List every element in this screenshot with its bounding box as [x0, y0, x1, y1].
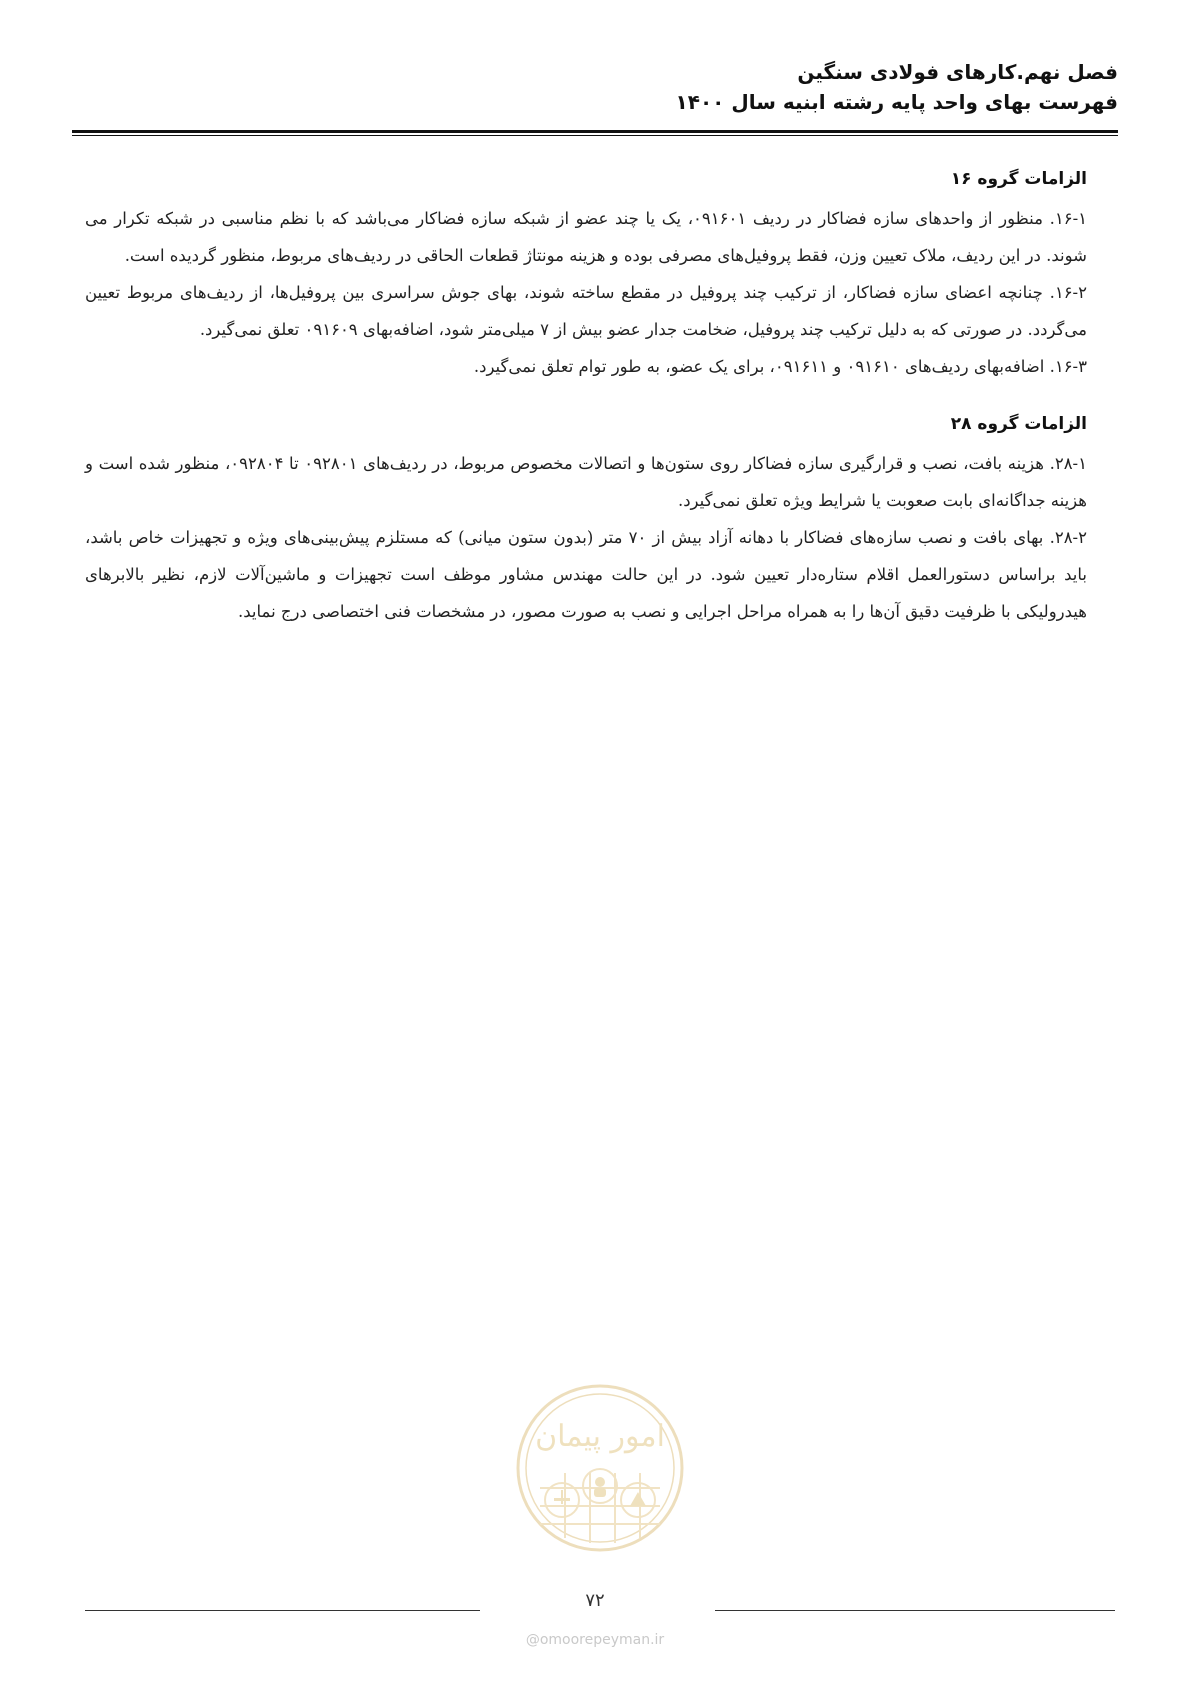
footer-rule-left: [85, 1610, 480, 1611]
page-body: [85, 164, 1087, 630]
watermark-logo-lettering: امور پیمان: [535, 1419, 665, 1454]
section-title: الزامات گروه ۲۸: [950, 414, 1087, 434]
paragraph-16-1: ۱۶-۱. منظور از واحدهای سازه فضاکار در ردیف ۰۹۱۶۰۱، یک یا چند عضو از شبکه سازه فضاکار می‌باشد که با نظم مناسبی در شبکه تکرار می شوند. در این ردیف، ملاک تعیین وزن، فقط پروفیل‌های مصرفی بوده و هزینه مونتاژ قطعات الحاقی در ردیف‌های مربوط، منظور گردیده است.: [85, 209, 1088, 265]
watermark-site-url: @omoorepeyman.ir: [525, 1632, 665, 1648]
header-rule-thin: [72, 135, 1118, 136]
section-group-28: [85, 409, 1087, 630]
section-spacer: [85, 385, 1087, 409]
footer-rule-right: [715, 1610, 1115, 1611]
book-title: فهرست بهای واحد پایه رشته ابنیه سال ۱۴۰۰: [675, 90, 1118, 114]
page-header: [70, 57, 1118, 117]
paragraph-28-2: ۲۸-۲. بهای بافت و نصب سازه‌های فضاکار با دهانه آزاد بیش از ۷۰ متر (بدون ستون میانی) که مستلزم پیش‌بینی‌های ویژه و تجهیزات خاص باشد، باید براساس دستورالعمل اقلام ستاره‌دار تعیین شود. در این حالت مهندس مشاور موظف است تجهیزات و ماشین‌آلات لازم، نظیر بالابرهای هیدرولیکی با ظرفیت دقیق آن‌ها را به همراه مراحل اجرایی و نصب به صورت مصور، در مشخصات فنی اختصاصی درج نماید.: [85, 528, 1087, 621]
page-number: ۷۲: [585, 1590, 605, 1611]
paragraph-16-3: ۱۶-۳. اضافه‌بهای ردیف‌های ۰۹۱۶۱۰ و ۰۹۱۶۱۱، برای یک عضو، به طور توام تعلق نمی‌گیرد.: [473, 357, 1087, 376]
paragraph-28-1: ۲۸-۱. هزینه بافت، نصب و قرارگیری سازه فضاکار روی ستون‌ها و اتصالات مخصوص مربوط، در ردیف‌های ۰۹۲۸۰۱ تا ۰۹۲۸۰۴، منظور شده است و هزینه جداگانه‌ای بابت صعوبت یا شرایط ویژه تعلق نمی‌گیرد.: [85, 454, 1087, 510]
section-title: الزامات گروه ۱۶: [950, 169, 1087, 189]
paragraph-16-2: ۱۶-۲. چنانچه اعضای سازه فضاکار، از ترکیب چند پروفیل در مقطع ساخته شوند، بهای جوش سراسری بین پروفیل‌ها، از ردیف‌های مربوط تعیین می‌گردد. در صورتی که به دلیل ترکیب چند پروفیل، ضخامت جدار عضو بیش از ۷ میلی‌متر شود، اضافه‌بهای ۰۹۱۶۰۹ تعلق نمی‌گیرد.: [85, 283, 1087, 339]
gear-seal-logo-icon: [510, 1378, 690, 1558]
chapter-title: فصل نهم.کارهای فولادی سنگین: [797, 60, 1118, 84]
section-group-16: [85, 164, 1087, 385]
header-rule-thick: [72, 130, 1118, 133]
